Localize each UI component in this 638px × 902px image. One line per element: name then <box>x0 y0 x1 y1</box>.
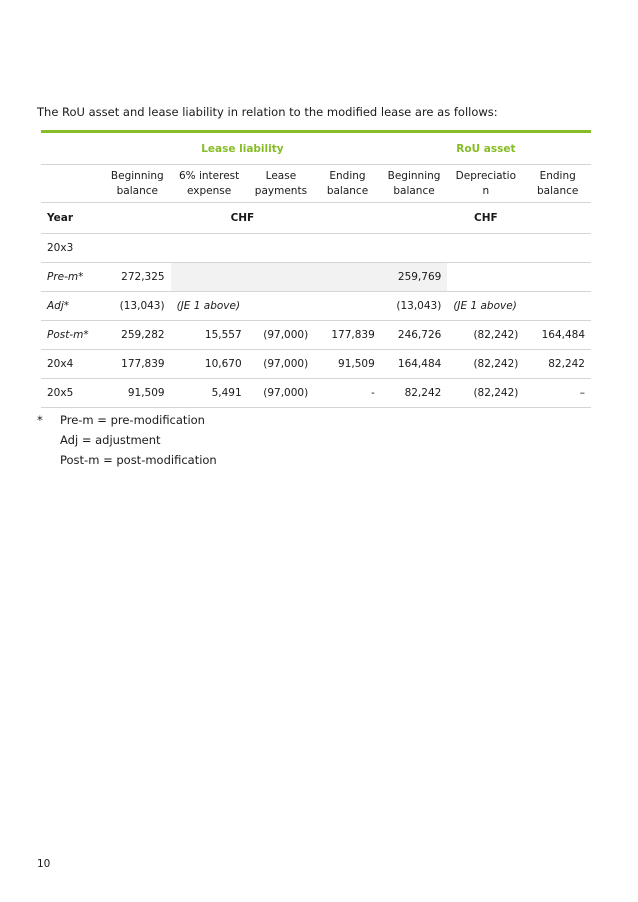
cell-rou-ending <box>524 234 591 263</box>
blank-cell <box>41 133 104 165</box>
cell-ll-interest <box>171 234 248 263</box>
footnote-line: Post-m = post-modification <box>60 453 217 467</box>
cell-ll-ending: 91,509 <box>314 350 381 379</box>
table-row <box>41 292 591 321</box>
cell-ll-beginning: 272,325 <box>104 263 171 292</box>
column-header-row <box>41 165 591 203</box>
cell-ll-beginning <box>104 234 171 263</box>
cell-rou-beginning: 259,769 <box>381 263 448 292</box>
table-row <box>41 379 591 408</box>
table-row <box>41 321 591 350</box>
cell-ll-interest: (JE 1 above) <box>171 292 248 321</box>
cell-ll-beginning: (13,043) <box>104 292 171 321</box>
cell-ll-payments: (97,000) <box>248 350 315 379</box>
unit-rou-asset: CHF <box>381 203 591 234</box>
cell-ll-ending: 177,839 <box>314 321 381 350</box>
cell-ll-payments: (97,000) <box>248 321 315 350</box>
row-label: 20x5 <box>41 379 104 408</box>
cell-ll-interest: 5,491 <box>171 379 248 408</box>
cell-rou-depreciation: (82,242) <box>447 379 524 408</box>
cell-rou-depreciation: (JE 1 above) <box>447 292 524 321</box>
cell-ll-ending <box>314 234 381 263</box>
unit-row <box>41 203 591 234</box>
cell-rou-beginning: (13,043) <box>381 292 448 321</box>
header-rou-beginning: Beginning balance <box>381 165 448 203</box>
cell-rou-ending: 82,242 <box>524 350 591 379</box>
page-number: 10 <box>37 858 51 870</box>
header-rou-depreciation: Depreciatio n <box>447 165 524 203</box>
row-label: 20x4 <box>41 350 104 379</box>
cell-ll-beginning: 91,509 <box>104 379 171 408</box>
intro-text: The RoU asset and lease liability in relation to the modified lease are as follows: <box>37 105 498 119</box>
cell-rou-ending: 164,484 <box>524 321 591 350</box>
group-header-row <box>41 133 591 165</box>
cell-ll-payments <box>248 263 315 292</box>
row-label: Adj* <box>41 292 104 321</box>
row-label: 20x3 <box>41 234 104 263</box>
table-row <box>41 263 591 292</box>
row-label: Post-m* <box>41 321 104 350</box>
table-row <box>41 234 591 263</box>
cell-ll-ending <box>314 292 381 321</box>
cell-rou-beginning <box>381 234 448 263</box>
header-ll-ending: Ending balance <box>314 165 381 203</box>
header-rou-ending: Ending balance <box>524 165 591 203</box>
cell-ll-beginning: 177,839 <box>104 350 171 379</box>
footnote-marker: * <box>37 413 43 427</box>
cell-ll-ending <box>314 263 381 292</box>
unit-lease-liability: CHF <box>104 203 381 234</box>
header-ll-beginning: Beginning balance <box>104 165 171 203</box>
cell-ll-ending: - <box>314 379 381 408</box>
cell-ll-payments: (97,000) <box>248 379 315 408</box>
cell-rou-ending: – <box>524 379 591 408</box>
header-ll-interest: 6% interest expense <box>171 165 248 203</box>
cell-rou-beginning: 246,726 <box>381 321 448 350</box>
cell-rou-ending <box>524 263 591 292</box>
lease-table <box>41 130 591 408</box>
table-row <box>41 350 591 379</box>
cell-ll-interest: 15,557 <box>171 321 248 350</box>
cell-ll-payments <box>248 234 315 263</box>
cell-rou-ending <box>524 292 591 321</box>
blank-cell <box>41 165 104 203</box>
cell-ll-interest <box>171 263 248 292</box>
cell-rou-depreciation: (82,242) <box>447 350 524 379</box>
cell-rou-beginning: 82,242 <box>381 379 448 408</box>
footnote <box>37 410 217 470</box>
group-lease-liability: Lease liability <box>104 133 381 165</box>
footnote-line: Adj = adjustment <box>60 433 161 447</box>
year-label: Year <box>41 203 104 234</box>
header-ll-payments: Lease payments <box>248 165 315 203</box>
cell-rou-depreciation: (82,242) <box>447 321 524 350</box>
footnote-line: Pre-m = pre-modification <box>60 413 205 427</box>
cell-rou-beginning: 164,484 <box>381 350 448 379</box>
group-rou-asset: RoU asset <box>381 133 591 165</box>
cell-rou-depreciation <box>447 234 524 263</box>
cell-rou-depreciation <box>447 263 524 292</box>
row-label: Pre-m* <box>41 263 104 292</box>
lease-schedule-table <box>41 133 591 408</box>
cell-ll-payments <box>248 292 315 321</box>
cell-ll-interest: 10,670 <box>171 350 248 379</box>
cell-ll-beginning: 259,282 <box>104 321 171 350</box>
